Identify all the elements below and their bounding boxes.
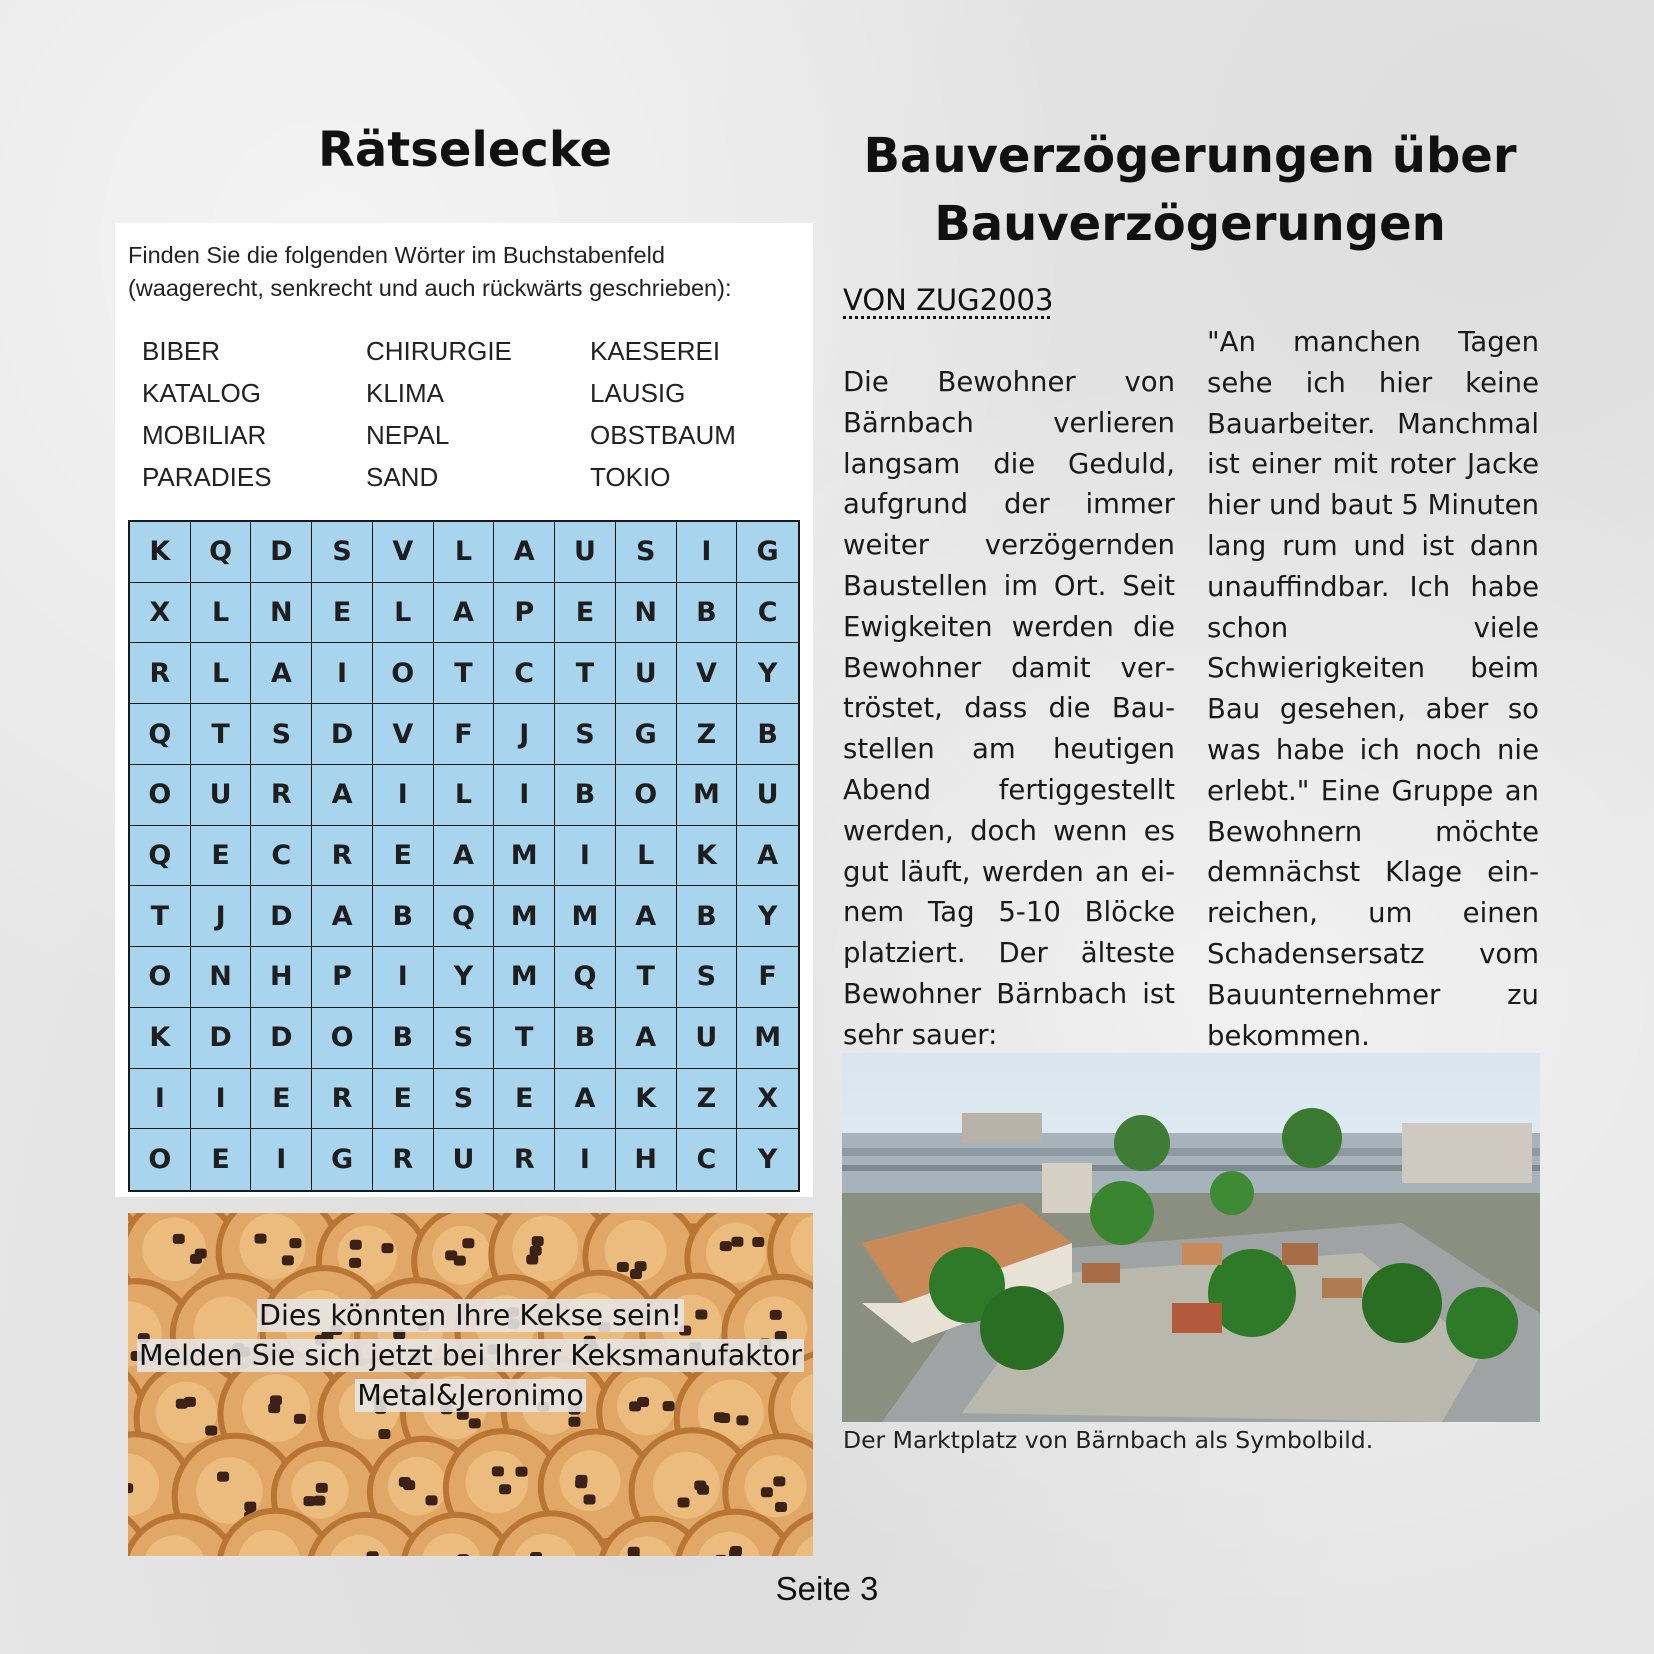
grid-cell: I	[677, 522, 738, 583]
grid-cell: X	[737, 1069, 798, 1130]
grid-cell: L	[373, 583, 434, 644]
grid-cell: R	[312, 826, 373, 887]
grid-cell: S	[434, 1008, 495, 1069]
grid-cell: D	[191, 1008, 252, 1069]
article-headline	[840, 122, 1540, 258]
grid-cell: I	[555, 826, 616, 887]
grid-cell: N	[616, 583, 677, 644]
grid-cell: V	[677, 643, 738, 704]
grid-cell: M	[494, 886, 555, 947]
grid-cell: A	[434, 583, 495, 644]
grid-cell: O	[312, 1008, 373, 1069]
word-list-item: TOKIO	[590, 462, 671, 492]
grid-cell: E	[373, 826, 434, 887]
grid-cell: I	[373, 947, 434, 1008]
headline-line-2: Bauverzögerungen	[934, 196, 1446, 252]
photo-caption: Der Marktplatz von Bärnbach als Symbolbild.	[843, 1426, 1374, 1454]
grid-cell: A	[737, 826, 798, 887]
word-search-panel	[115, 223, 813, 1197]
puzzle-section-title: Rätselecke	[317, 122, 613, 178]
grid-cell: L	[434, 522, 495, 583]
grid-cell: L	[191, 643, 252, 704]
grid-cell: T	[494, 1008, 555, 1069]
grid-cell: A	[434, 826, 495, 887]
word-list-item: SAND	[366, 462, 439, 492]
grid-cell: E	[312, 583, 373, 644]
grid-cell: U	[191, 765, 252, 826]
grid-cell: A	[555, 1069, 616, 1130]
ad-line-3: Metal&Jeronimo	[357, 1379, 584, 1412]
article-column-2: "An manchen Tagen sehe ich hier keine Bauarbeiter. Manchmal ist einer mit roter Jacke hier und baut 5 Minuten lang rum und ist dann unauffindbar. Ich habe schon viele Schwierigkeiten beim Bau gesehen, aber so was habe ich noch nie erlebt." Eine Gruppe an Bewohnern möchte demnächst Klage einreichen, um einen Schadensersatz vom Bauunternehmer zu bekommen.	[1207, 326, 1539, 1052]
word-list-item: CHIRURGIE	[366, 336, 512, 366]
grid-cell: J	[191, 886, 252, 947]
grid-cell: Y	[737, 643, 798, 704]
grid-cell: I	[373, 765, 434, 826]
grid-cell: P	[494, 583, 555, 644]
grid-cell: F	[737, 947, 798, 1008]
grid-cell: C	[737, 583, 798, 644]
grid-cell: E	[251, 1069, 312, 1130]
ad-line-1: Dies könnten Ihre Kekse sein!	[259, 1299, 682, 1332]
word-list-item: OBSTBAUM	[590, 420, 736, 450]
word-list-item: BIBER	[142, 336, 221, 366]
grid-cell: H	[251, 947, 312, 1008]
word-list-column-3	[590, 330, 736, 498]
cookie-advertisement	[128, 1213, 813, 1556]
grid-cell: D	[251, 886, 312, 947]
grid-cell: M	[677, 765, 738, 826]
grid-cell: M	[494, 947, 555, 1008]
word-list-item: KATALOG	[142, 378, 261, 408]
word-list-column-1	[142, 330, 272, 498]
article-byline: VON ZUG2003	[843, 283, 1054, 317]
grid-cell: R	[312, 1069, 373, 1130]
grid-cell: A	[312, 765, 373, 826]
grid-cell: E	[373, 1069, 434, 1130]
grid-cell: N	[251, 583, 312, 644]
grid-cell: O	[616, 765, 677, 826]
grid-cell: U	[616, 643, 677, 704]
grid-cell: T	[130, 886, 191, 947]
grid-cell: K	[130, 1008, 191, 1069]
ad-text	[128, 1296, 813, 1416]
grid-cell: D	[251, 1008, 312, 1069]
grid-cell: B	[555, 765, 616, 826]
grid-cell: L	[191, 583, 252, 644]
word-list-column-2	[366, 330, 512, 498]
grid-cell: A	[616, 1008, 677, 1069]
grid-cell: U	[677, 1008, 738, 1069]
grid-cell: R	[130, 643, 191, 704]
grid-cell: K	[677, 826, 738, 887]
ad-line-2: Melden Sie sich jetzt bei Ihrer Keksmanufaktor	[138, 1339, 803, 1372]
grid-cell: O	[373, 643, 434, 704]
grid-cell: I	[312, 643, 373, 704]
grid-cell: H	[616, 1129, 677, 1190]
grid-cell: Z	[677, 704, 738, 765]
grid-cell: B	[677, 583, 738, 644]
instruction-line-1: Finden Sie die folgenden Wörter im Buchstabenfeld	[128, 242, 665, 268]
grid-cell: R	[373, 1129, 434, 1190]
grid-cell: I	[251, 1129, 312, 1190]
page-number: Seite 3	[775, 1570, 879, 1607]
grid-cell: L	[616, 826, 677, 887]
grid-cell: O	[130, 947, 191, 1008]
grid-cell: D	[251, 522, 312, 583]
word-list-item: NEPAL	[366, 420, 450, 450]
grid-cell: Y	[434, 947, 495, 1008]
grid-cell: S	[251, 704, 312, 765]
grid-cell: D	[312, 704, 373, 765]
grid-cell: P	[312, 947, 373, 1008]
grid-cell: V	[373, 704, 434, 765]
word-list-item: MOBILIAR	[142, 420, 267, 450]
word-list-item: PARADIES	[142, 462, 272, 492]
grid-cell: M	[494, 826, 555, 887]
grid-cell: F	[434, 704, 495, 765]
word-list-item: LAUSIG	[590, 378, 686, 408]
grid-cell: A	[494, 522, 555, 583]
grid-cell: O	[130, 765, 191, 826]
grid-cell: O	[130, 1129, 191, 1190]
grid-cell: Q	[191, 522, 252, 583]
word-list-item: KAESEREI	[590, 336, 721, 366]
grid-cell: A	[251, 643, 312, 704]
grid-cell: B	[737, 704, 798, 765]
grid-cell: S	[312, 522, 373, 583]
grid-cell: B	[555, 1008, 616, 1069]
headline-line-1: Bauverzögerungen über	[863, 128, 1517, 184]
grid-cell: B	[373, 886, 434, 947]
grid-cell: T	[616, 947, 677, 1008]
grid-cell: C	[251, 826, 312, 887]
article-column-1: Die Bewohner von Bärnbach verlieren langsam die Geduld, aufgrund der immer weiter verzögernden Baustellen im Ort. Seit Ewigkeiten werden die Bewohner damit vertröstet, dass die Baustellen am heutigen Abend fertiggestellt werden, doch wenn es gut läuft, werden an einem Tag 5-10 Blöcke platziert. Der älteste Bewohner Bärnbach ist sehr sauer:	[843, 366, 1175, 1051]
grid-cell: U	[737, 765, 798, 826]
word-list-item: KLIMA	[366, 378, 445, 408]
grid-cell: Q	[130, 704, 191, 765]
grid-cell: E	[191, 826, 252, 887]
grid-cell: R	[494, 1129, 555, 1190]
grid-cell: N	[191, 947, 252, 1008]
grid-cell: Q	[434, 886, 495, 947]
grid-cell: E	[555, 583, 616, 644]
letter-grid	[128, 520, 800, 1192]
grid-cell: Y	[757, 1144, 778, 1176]
puzzle-instructions	[128, 239, 808, 305]
grid-cell: V	[373, 522, 434, 583]
grid-cell: E	[494, 1069, 555, 1130]
grid-cell: Z	[677, 1069, 738, 1130]
grid-cell: G	[737, 522, 798, 583]
grid-cell: B	[373, 1008, 434, 1069]
grid-cell: Q	[555, 947, 616, 1008]
grid-cell: C	[494, 643, 555, 704]
grid-cell: I	[494, 765, 555, 826]
grid-cell: Q	[130, 826, 191, 887]
grid-cell: T	[555, 643, 616, 704]
grid-cell: T	[434, 643, 495, 704]
grid-cell: X	[130, 583, 191, 644]
grid-cell: B	[677, 886, 738, 947]
grid-cell: S	[434, 1069, 495, 1130]
grid-cell: Y	[737, 886, 798, 947]
grid-cell: I	[130, 1069, 191, 1130]
grid-cell: K	[130, 522, 191, 583]
grid-cell: A	[312, 886, 373, 947]
grid-cell: G	[312, 1129, 373, 1190]
grid-cell: R	[251, 765, 312, 826]
grid-cell: G	[616, 704, 677, 765]
grid-cell: L	[434, 765, 495, 826]
instruction-line-2: (waagerecht, senkrecht und auch rückwärts geschrieben):	[128, 275, 732, 301]
grid-cell: S	[616, 522, 677, 583]
grid-cell: I	[555, 1129, 616, 1190]
grid-cell: J	[494, 704, 555, 765]
grid-cell: S	[555, 704, 616, 765]
grid-cell: S	[677, 947, 738, 1008]
grid-cell: I	[191, 1069, 252, 1130]
grid-cell: U	[555, 522, 616, 583]
grid-cell: C	[677, 1129, 738, 1190]
grid-cell: U	[434, 1129, 495, 1190]
grid-cell: M	[555, 886, 616, 947]
grid-cell: K	[616, 1069, 677, 1130]
grid-cell: A	[616, 886, 677, 947]
grid-cell: M	[737, 1008, 798, 1069]
grid-cell: E	[191, 1129, 252, 1190]
grid-cell: T	[191, 704, 252, 765]
marketplace-photo	[842, 1053, 1540, 1422]
